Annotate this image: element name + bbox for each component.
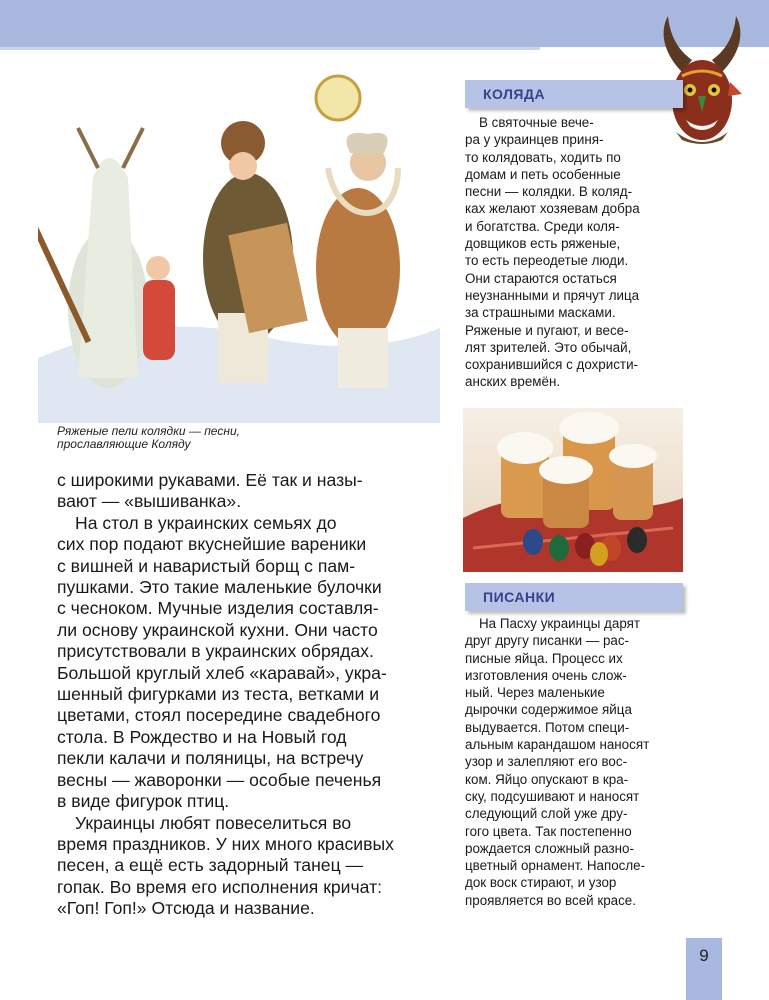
text-line: ный. Через маленькие (465, 685, 605, 701)
text-line: с чесноком. Мучные изделия составля- (57, 598, 379, 619)
text-line: песни — колядки. В коляд- (465, 184, 633, 200)
text-line: ску, подсушивают и наносят (465, 788, 640, 804)
text-line: присутствовали в украинских обрядах. (57, 641, 374, 662)
pysanky-title: ПИСАНКИ (483, 589, 556, 605)
text-line: На стол в украинских семьях до (75, 512, 337, 533)
text-line: альным карандашом наносят (465, 737, 650, 753)
text-line: стола. В Рождество и на Новый год (57, 726, 347, 747)
text-line: На Пасху украинцы дарят (479, 616, 640, 631)
text-line: сих пор подают вкуснейшие вареники (57, 534, 367, 555)
text-line: песен, а ещё есть задорный танец — (57, 855, 364, 876)
text-line: с широкими рукавами. Её так и назы- (57, 470, 363, 490)
text-line: домам и петь особенные (465, 166, 621, 182)
text-line: Они стараются остаться (465, 270, 617, 286)
text-line: Ряженые и пугают, и весе- (465, 322, 629, 338)
koliada-title: КОЛЯДА (483, 86, 546, 102)
text-line: анских времён. (465, 374, 561, 390)
koliada-sidebar (465, 80, 683, 391)
text-line: изготовления очень слож- (465, 667, 627, 683)
text-line: весны — жаворонки — особые печенья (57, 769, 382, 790)
text-line: гопак. Во время его исполнения кричат: (57, 876, 383, 897)
page-number: 9 (699, 946, 709, 965)
text-line: В святочные вече- (479, 115, 594, 130)
text-line: с вишней и наваристый борщ с пам- (57, 555, 356, 576)
text-line: ках желают хозяевам добра (465, 201, 640, 217)
text-line: вают — «вышиванка». (57, 491, 242, 512)
text-line: узор и залепляют его вос- (465, 754, 628, 770)
text-line: в виде фигурок птиц. (57, 791, 230, 812)
text-line: пушками. Это такие маленькие булочки (57, 577, 382, 598)
illustration-caption (57, 425, 337, 451)
pysanky-header (465, 583, 683, 611)
text-line: то колядовать, ходить по (465, 149, 621, 165)
easter-cakes-photo (463, 408, 683, 572)
text-line: и богатства. Среди коля- (465, 218, 620, 234)
text-line: ком. Яйцо опускают в кра- (465, 771, 629, 787)
text-line: то есть переодетые люди. (465, 253, 629, 269)
text-line: ра у украинцев приня- (465, 132, 604, 148)
text-line: ли основу украинской кухни. Они часто (57, 619, 378, 640)
text-line: шенный фигурками из теста, ветками и (57, 684, 380, 705)
pysanky-sidebar (465, 583, 683, 909)
text-line: за страшными масками. (465, 305, 616, 321)
text-line: писные яйца. Процесс их (465, 650, 623, 666)
koliada-text (465, 114, 683, 391)
text-line: цветами, стоял посередине свадебного (57, 705, 381, 726)
text-line: проявляется во всей красе. (465, 892, 636, 908)
text-line: лят зрителей. Это обычай, (465, 339, 632, 355)
carolers-illustration (38, 58, 440, 423)
text-line: док воск стирают, и узор (465, 875, 617, 891)
text-line: сохранившийся с дохристи- (465, 357, 639, 373)
text-line: следующий слой уже дру- (465, 806, 628, 822)
main-article-text (57, 470, 422, 920)
pysanky-text (465, 615, 683, 909)
text-line: пекли калачи и поляницы, на встречу (57, 748, 364, 769)
text-line: дырочки содержимое яйца (465, 702, 632, 718)
text-line: рождается сложный разно- (465, 840, 634, 856)
caption-line: прославляющие Коляду (57, 437, 191, 451)
text-line: неузнанными и прячут лица (465, 287, 640, 303)
text-line: гого цвета. Так постепенно (465, 823, 632, 839)
text-line: друг другу писанки — рас- (465, 633, 630, 649)
koliada-header (465, 80, 683, 108)
header-divider (0, 47, 540, 50)
text-line: довщиков есть ряженые, (465, 236, 621, 252)
text-line: Украинцы любят повеселиться во (75, 812, 352, 833)
text-line: «Гоп! Гоп!» Отсюда и название. (57, 898, 315, 919)
caption-line: Ряженые пели колядки — песни, (57, 424, 240, 438)
text-line: время праздников. У них много красивых (57, 833, 394, 854)
text-line: Большой круглый хлеб «каравай», укра- (57, 662, 387, 683)
text-line: выдувается. Потом специ- (465, 719, 630, 735)
text-line: цветный орнамент. Напосле- (465, 858, 646, 874)
